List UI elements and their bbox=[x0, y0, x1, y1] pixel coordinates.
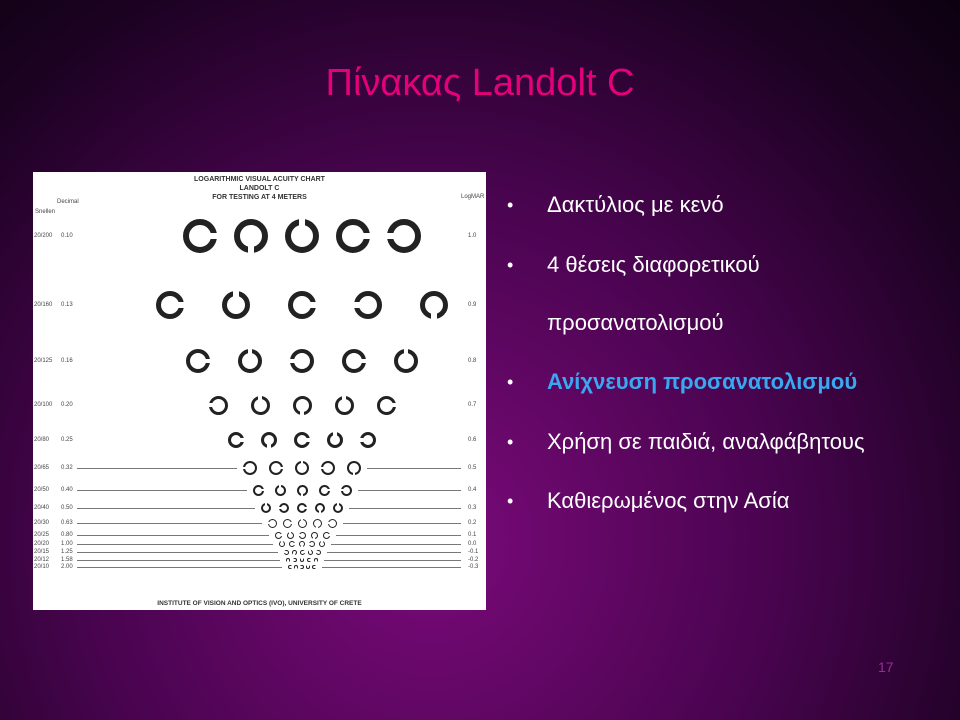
decimal-value: 2.00 bbox=[61, 564, 73, 570]
landolt-c-gap bbox=[204, 359, 211, 364]
landolt-c-gap bbox=[342, 395, 346, 401]
row-rule-left bbox=[77, 490, 247, 491]
landolt-c-gap bbox=[279, 467, 284, 470]
landolt-c-gap bbox=[315, 551, 318, 553]
logmar-value: 0.7 bbox=[468, 402, 477, 408]
landolt-c-gap bbox=[386, 233, 395, 240]
decimal-value: 0.10 bbox=[61, 233, 73, 239]
landolt-c-gap bbox=[240, 438, 245, 441]
decimal-value: 0.25 bbox=[61, 437, 73, 443]
landolt-c-gap bbox=[360, 359, 367, 364]
landolt-c-gap bbox=[321, 540, 323, 543]
landolt-c-chart-image bbox=[33, 172, 486, 610]
landolt-c-gap bbox=[315, 560, 317, 563]
landolt-c-gap bbox=[404, 348, 409, 355]
snellen-value: 20/10 bbox=[34, 564, 50, 570]
landolt-c-gap bbox=[292, 559, 295, 561]
landolt-c-gap bbox=[293, 543, 296, 545]
snellen-value: 20/25 bbox=[34, 532, 50, 538]
row-rule-right bbox=[331, 544, 461, 545]
row-rule-right bbox=[336, 535, 462, 536]
landolt-c-gap bbox=[337, 502, 339, 506]
row-rule-left bbox=[77, 508, 255, 509]
landolt-c-gap bbox=[299, 218, 306, 227]
landolt-c-gap bbox=[177, 302, 185, 308]
landolt-c-gap bbox=[340, 489, 344, 491]
landolt-c-gap bbox=[290, 566, 293, 568]
landolt-c-gap bbox=[278, 507, 282, 509]
landolt-c-gap bbox=[248, 348, 253, 355]
landolt-c-gap bbox=[353, 302, 361, 308]
logmar-value: -0.3 bbox=[468, 564, 479, 570]
landolt-c-gap bbox=[289, 522, 293, 524]
landolt-c-gap bbox=[209, 233, 218, 240]
logmar-value: 0.5 bbox=[468, 465, 477, 471]
snellen-value: 20/80 bbox=[34, 437, 50, 443]
decimal-value: 0.13 bbox=[61, 302, 73, 308]
landolt-c-gap bbox=[279, 484, 281, 488]
snellen-column-header: Snellen bbox=[35, 209, 56, 215]
row-rule-left bbox=[77, 560, 280, 561]
landolt-c-gap bbox=[295, 567, 297, 570]
snellen-value: 20/50 bbox=[34, 487, 50, 493]
decimal-value: 1.25 bbox=[61, 549, 73, 555]
snellen-value: 20/30 bbox=[34, 520, 50, 526]
snellen-value: 20/15 bbox=[34, 549, 50, 555]
bullet-text: Χρήση σε παιδιά, αναλφάβητους bbox=[547, 429, 865, 454]
row-rule-right bbox=[367, 468, 461, 469]
logmar-value: 0.6 bbox=[468, 437, 477, 443]
landolt-c-gap bbox=[289, 359, 296, 364]
landolt-c-gap bbox=[248, 245, 255, 254]
logmar-value: 1.0 bbox=[468, 233, 477, 239]
landolt-c-gap bbox=[279, 534, 282, 536]
bullet-text: Δακτύλιος με κενό bbox=[547, 192, 724, 217]
landolt-c-gap bbox=[242, 467, 247, 470]
row-rule-right bbox=[324, 560, 461, 561]
landolt-c-gap bbox=[293, 553, 295, 556]
row-rule-right bbox=[358, 490, 462, 491]
snellen-value: 20/200 bbox=[34, 233, 53, 239]
decimal-value: 1.58 bbox=[61, 557, 73, 563]
logmar-value: 0.3 bbox=[468, 505, 477, 511]
landolt-c-gap bbox=[319, 510, 321, 514]
landolt-c-gap bbox=[267, 444, 270, 449]
row-rule-left bbox=[77, 535, 269, 536]
snellen-value: 20/40 bbox=[34, 505, 50, 511]
landolt-c-gap bbox=[327, 522, 331, 524]
logmar-value: -0.2 bbox=[468, 557, 479, 563]
decimal-value: 0.63 bbox=[61, 520, 73, 526]
landolt-c-gap bbox=[320, 467, 325, 470]
row-rule-right bbox=[349, 508, 461, 509]
logmar-value: 0.1 bbox=[468, 532, 477, 538]
decimal-value: 1.00 bbox=[61, 541, 73, 547]
landolt-c-gap bbox=[307, 564, 309, 567]
snellen-value: 20/65 bbox=[34, 465, 50, 471]
snellen-value: 20/20 bbox=[34, 541, 50, 547]
landolt-c-gap bbox=[359, 438, 364, 441]
landolt-c-gap bbox=[208, 403, 214, 407]
landolt-c-gap bbox=[327, 534, 330, 536]
landolt-c-gap bbox=[303, 551, 306, 553]
landolt-c-gap bbox=[301, 460, 304, 465]
landolt-c-gap bbox=[309, 302, 317, 308]
landolt-c-gap bbox=[362, 233, 371, 240]
landolt-c-gap bbox=[316, 525, 318, 529]
logmar-column-header: LogMAR bbox=[461, 194, 485, 200]
landolt-c-gap bbox=[308, 543, 311, 545]
decimal-value: 0.50 bbox=[61, 505, 73, 511]
bullet-text: προσανατολισμού bbox=[547, 310, 724, 335]
landolt-c-gap bbox=[267, 522, 271, 524]
snellen-value: 20/160 bbox=[34, 302, 53, 308]
landolt-c-gap bbox=[260, 489, 264, 491]
landolt-c-gap bbox=[287, 560, 289, 563]
decimal-value: 0.80 bbox=[61, 532, 73, 538]
landolt-c-gap bbox=[301, 545, 303, 548]
logmar-value: 0.4 bbox=[468, 487, 477, 493]
landolt-c-gap bbox=[309, 559, 312, 561]
landolt-c-gap bbox=[289, 531, 291, 534]
landolt-c-gap bbox=[300, 410, 304, 416]
landolt-c-gap bbox=[298, 534, 301, 536]
logmar-value: 0.9 bbox=[468, 302, 477, 308]
chart-heading-line: FOR TESTING AT 4 METERS bbox=[212, 194, 307, 201]
logmar-value: 0.2 bbox=[468, 520, 477, 526]
landolt-c-gap bbox=[283, 551, 286, 553]
landolt-c-gap bbox=[313, 536, 315, 539]
decimal-value: 0.20 bbox=[61, 402, 73, 408]
landolt-c-gap bbox=[309, 549, 311, 552]
slide-title: Πίνακας Landolt C bbox=[325, 62, 635, 104]
snellen-value: 20/100 bbox=[34, 402, 53, 408]
bullet-text: Καθιερωμένος στην Ασία bbox=[547, 488, 790, 513]
row-rule-right bbox=[322, 567, 461, 568]
row-rule-left bbox=[77, 523, 262, 524]
landolt-c-gap bbox=[431, 312, 437, 320]
decimal-column-header: Decimal bbox=[57, 199, 79, 205]
logmar-value: -0.1 bbox=[468, 549, 479, 555]
logmar-value: 0.8 bbox=[468, 358, 477, 364]
row-rule-left bbox=[77, 552, 278, 553]
bullet-text: 4 θέσεις διαφορετικού bbox=[547, 252, 760, 277]
row-rule-left bbox=[77, 544, 273, 545]
landolt-c-gap bbox=[301, 557, 303, 560]
landolt-c-gap bbox=[281, 540, 283, 543]
row-rule-left bbox=[77, 567, 282, 568]
row-rule-right bbox=[343, 523, 462, 524]
landolt-c-gap bbox=[304, 507, 308, 509]
logmar-value: 0.0 bbox=[468, 541, 477, 547]
landolt-c-gap bbox=[265, 502, 267, 506]
landolt-c-gap bbox=[306, 438, 311, 441]
snellen-value: 20/125 bbox=[34, 358, 53, 364]
landolt-c-gap bbox=[353, 471, 356, 476]
chart-heading bbox=[33, 175, 486, 202]
page-number: 17 bbox=[878, 659, 894, 675]
landolt-c-gap bbox=[233, 290, 239, 298]
snellen-value: 20/12 bbox=[34, 557, 50, 563]
decimal-value: 0.16 bbox=[61, 358, 73, 364]
row-rule-right bbox=[327, 552, 462, 553]
landolt-c-gap bbox=[299, 566, 302, 568]
row-rule-left bbox=[77, 468, 237, 469]
landolt-c-gap bbox=[333, 431, 336, 436]
landolt-c-gap bbox=[301, 492, 303, 496]
landolt-c-gap bbox=[314, 566, 317, 568]
landolt-c-gap bbox=[326, 489, 330, 491]
chart-heading-line: LANDOLT C bbox=[239, 185, 280, 192]
decimal-value: 0.32 bbox=[61, 465, 73, 471]
decimal-value: 0.40 bbox=[61, 487, 73, 493]
chart-heading-line: LOGARITHMIC VISUAL ACUITY CHART bbox=[194, 176, 325, 183]
landolt-c-gap bbox=[391, 403, 397, 407]
bullet-text: Ανίχνευση προσανατολισμού bbox=[547, 369, 858, 394]
landolt-c-gap bbox=[258, 395, 262, 401]
chart-footer: INSTITUTE OF VISION AND OPTICS (IVO), UNIVERSITY OF CRETE bbox=[157, 600, 362, 607]
landolt-c-gap bbox=[301, 518, 303, 522]
